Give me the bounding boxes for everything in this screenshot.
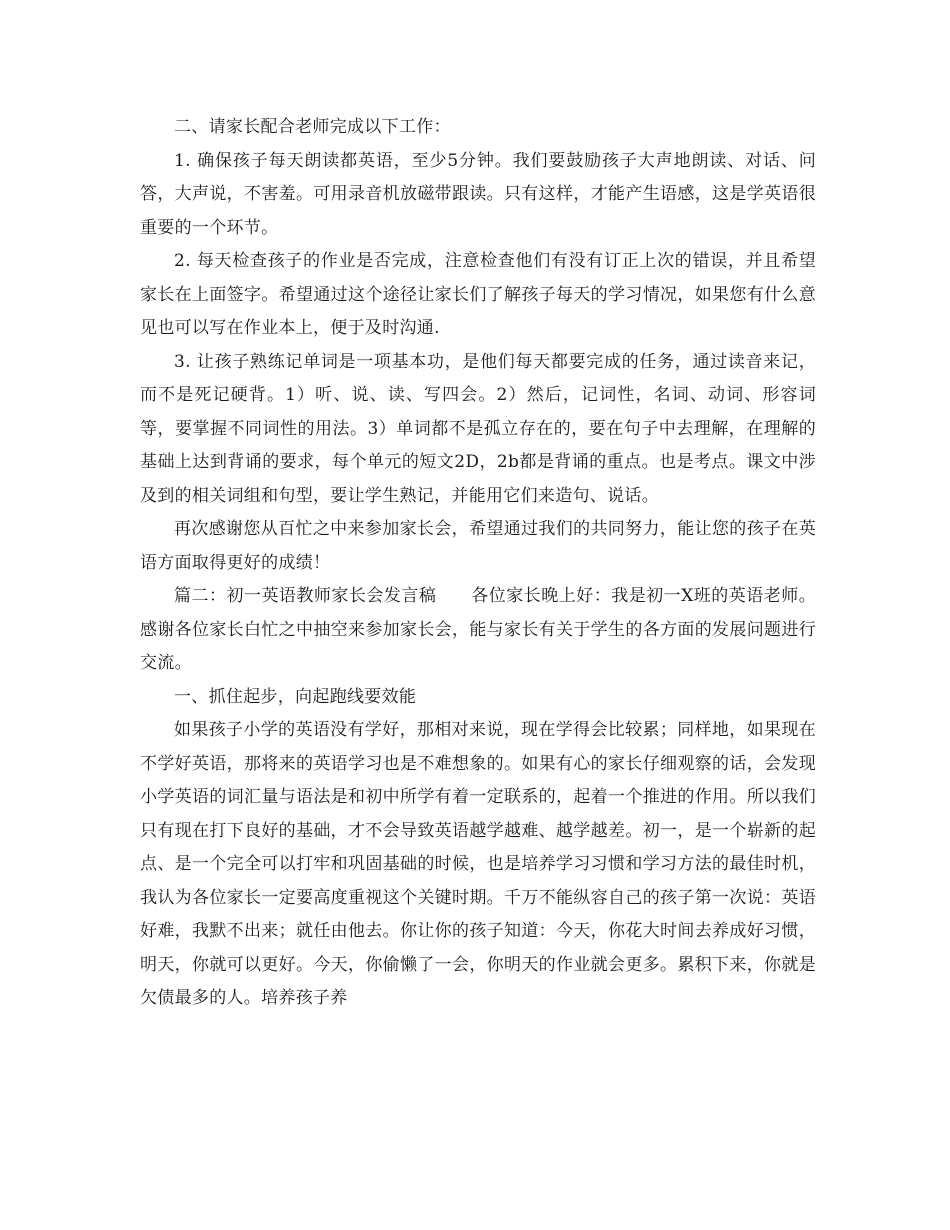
list-item-homework-check: 2. 每天检查孩子的作业是否完成，注意检查他们有没有订正上次的错误，并且希望家长在上面签字。希望通过这个途径让家长们了解孩子每天的学习情况，如果您有什么意见也可以写在作业本上，便于及时沟通. xyxy=(140,251,816,338)
list-item-vocabulary: 3. 让孩子熟练记单词是一项基本功，是他们每天都要完成的任务，通过读音来记，而不是死记硬背。1）听、说、读、写四会。2）然后，记词性，名词、动词、形容词等，要掌握不同词性的用法。3）单词都不是孤立存在的，要在句子中去理解，在理解的基础上达到背诵的要求，每个单元的短文2D，2b都是背诵的重点。也是考点。课文中涉及到的相关词组和句型，要让学生熟记，并能用它们来造句、说话。 xyxy=(140,351,816,506)
closing-paragraph: 再次感谢您从百忙之中来参加家长会，希望通过我们的共同努力，能让您的孩子在英语方面取得更好的成绩！ xyxy=(140,519,816,573)
article-two-intro: 篇二：初一英语教师家长会发言稿 各位家长晚上好：我是初一X班的英语老师。感谢各位家长白忙之中抽空来参加家长会，能与家长有关于学生的各方面的发展问题进行交流。 xyxy=(140,586,816,673)
document-body xyxy=(140,111,816,1016)
list-item-daily-reading: 1. 确保孩子每天朗读都英语，至少5分钟。我们要鼓励孩子大声地朗读、对话、问答，大声说，不害羞。可用录音机放磁带跟读。只有这样，才能产生语感，这是学英语很重要的一个环节。 xyxy=(140,150,816,238)
section-heading-start-line: 一、抓住起步，向起跑线要效能 xyxy=(174,686,417,707)
section-heading-parent-cooperation: 二、请家长配合老师完成以下工作： xyxy=(174,117,451,137)
body-paragraph-foundation: 如果孩子小学的英语没有学好，那相对来说，现在学得会比较累；同样地，如果现在不学好英语，那将来的英语学习也是不难想象的。如果有心的家长仔细观察的话，会发现小学英语的词汇量与语法是和初中所学有着一定联系的，起着一个推进的作用。所以我们只有现在打下良好的基础，才不会导致英语越学越难、越学越差。初一，是一个崭新的起点、是一个完全可以打牢和巩固基础的时候，也是培养学习习惯和学习方法的最佳时机，我认为各位家长一定要高度重视这个关键时期。千万不能纵容自己的孩子第一次说：英语好难，我默不出来；就任由他去。你让你的孩子知道：今天，你花大时间去养成好习惯，明天，你就可以更好。今天，你偷懒了一会，你明天的作业就会更多。累积下来，你就是欠债最多的人。培养孩子养 xyxy=(140,720,816,1008)
